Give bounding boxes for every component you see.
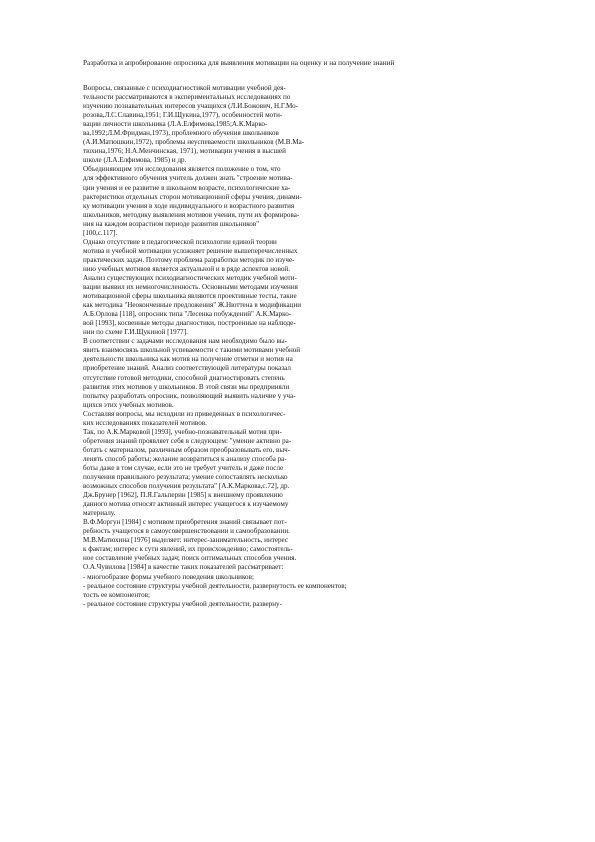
text-line: [100,с.117].: [83, 228, 118, 237]
text-line: деятельности школьника как мотив на получение отметки и мотив на: [83, 355, 293, 364]
text-line: Анализ существующих психодиагностических методик учебной моти-: [83, 273, 297, 282]
text-line: розова,Л.С.Славина,1951; Г.И.Щукина,1977), особенностей моти-: [83, 111, 283, 120]
text-line: - многообразие формы учебного поведения школьников;: [83, 572, 254, 581]
text-line: ленять способ работы; желание возвратиться к анализу способа ра-: [83, 454, 287, 463]
text-line: отсутствие готовой методики, способной диагностировать степень: [83, 373, 285, 382]
text-line: тость ее компонентов;: [83, 590, 151, 599]
text-line: развития этих мотивов у школьников. В этой связи мы предприняли: [83, 382, 290, 391]
text-line: как методика "Неоконченные предложения" Ж.Нюттена в модификации: [83, 301, 302, 310]
text-line: ребность учащегося в самоусовершенствовании и самообразовании.: [83, 527, 290, 536]
text-line: к фактам; интерес к сути явлений, их происхождению; самостоятель-: [83, 545, 293, 554]
text-line: А.Б.Орлова [118], опросник типа "Лесенка побуждений" А.К.Марко-: [83, 310, 292, 319]
text-line: практических задач. Поэтому проблема разработки методик по изуче-: [83, 255, 295, 264]
text-line: Дж.Брунер [1962], П.Я.Гальперин [1985] к внешнему проявлению: [83, 491, 283, 500]
text-line: Вопросы, связанные с психодиагностикой мотивации учебной дея-: [83, 84, 286, 92]
text-line: М.В.Матюхина [1976] выделяет: интерес-занимательность, интерес: [83, 536, 289, 545]
text-line: - реальное состояние структуры учебной деятельности, развернутость ее компонентов;: [83, 581, 347, 590]
text-line: тюхина,1976; Н.А.Менчинская, 1971), мотивации учения в высшей: [83, 147, 286, 156]
text-line: Однако отсутствие в педагогической психологии единой теории: [83, 237, 277, 246]
text-line: данного мотива относят активный интерес учащегося к изучаемому: [83, 500, 289, 509]
text-line: Так, по А.К.Марковой [1993], учебно-познавательный мотив при-: [83, 427, 282, 436]
text-line: ния на каждом возрастном периоде развития школьников": [83, 219, 260, 228]
text-line: приобретение знаний. Анализ соответствующей литературы показал: [83, 364, 291, 373]
text-line: ва,1992;Л.М.Фридман,1973), проблемного обучения школьников: [83, 129, 279, 138]
text-line: мотивационной сферы школьника являются проективные тесты, такие: [83, 292, 297, 301]
text-line: тельности рассматриваются в экспериментальных исследованиях по: [83, 93, 291, 102]
text-line: ное составление учебных задач; поиск оптимальных способов учения.: [83, 554, 297, 563]
text-line: материалу.: [83, 509, 116, 518]
text-line: В.Ф.Моргун [1984] с мотивом приобретения знаний связывает пот-: [83, 518, 287, 527]
text-line: Объединяющим эти исследования является положение о том, что: [83, 165, 281, 174]
text-line: нии по схеме Г.И.Щукиной [1977].: [83, 328, 188, 337]
text-line: вации личности школьника (Л.А.Елфимова,1985;А.К.Марко-: [83, 120, 268, 129]
text-line: нию учебных мотивов является актуальной и в ряде аспектов новой.: [83, 264, 290, 273]
text-line: обретения знаний проявляет себя в следующем: "умение активно ра-: [83, 436, 292, 445]
text-line: рактеристики отдельных сторон мотивационной сферы учения, динами-: [83, 192, 302, 201]
text-line: школьников, методику выявления мотивов учения, пути их формирова-: [83, 210, 300, 219]
text-line: боты даже в том случае, если это не требует учитель и даже после: [83, 463, 284, 472]
text-line: ких исследованиях показателей мотивов.: [83, 418, 207, 427]
text-line: получения правильного результата; умение сопоставлять несколько: [83, 473, 288, 482]
text-line: ботать с материалом, различным образом преобразовывать его, выч-: [83, 445, 291, 454]
text-line: О.А.Чувилова [1984] в качестве таких показателей рассматривает:: [83, 563, 284, 572]
text-line: явить взаимосвязь школьной успеваемости с такими мотивами учебной: [83, 346, 301, 355]
text-line: попытку разработать опросник, позволяющий выявить наличие у уча-: [83, 391, 296, 400]
text-line: ку мотивации учения в ходе индивидуального и возрастного развития: [83, 201, 295, 210]
document-title: Разработка и апробирование опросника для выявления мотивации на оценку и на получение знаний: [83, 58, 395, 67]
text-line: (А.И.Матюшкин,1972), проблемы неуспеваемости школьников (М.В.Ма-: [83, 138, 305, 147]
text-line: для эффективного обучения учитель должен знать "строение мотива-: [83, 174, 293, 183]
text-line: возможных способов получения результата" [А.К.Маркова,с.72], др.: [83, 482, 290, 491]
document-body: [83, 84, 503, 609]
text-line: ции учения и ее развитие в школьном возрасте, психологические ха-: [83, 183, 291, 192]
text-line: школе (Л.А.Елфимова, 1985) и др.: [83, 156, 187, 165]
text-line: щихся этих учебных мотивов.: [83, 400, 174, 409]
text-line: вой [1993], косвенные методы диагностики, построенные на наблюде-: [83, 319, 296, 328]
text-line: - реальное состояние структуры учебной деятельности, разверну-: [83, 599, 282, 608]
text-line: В соответствии с задачами исследования нам необходимо было вы-: [83, 337, 287, 346]
text-line: вации выявил их немногочисленность. Основными методами изучения: [83, 283, 298, 292]
text-line: изучению познавательных интересов учащихся (Л.И.Божович, Н.Г.Мо-: [83, 102, 299, 111]
text-line: Составляя вопросы, мы исходили из приведенных в психологичес-: [83, 409, 286, 418]
text-line: мотива и учебной мотивации усложняет решение вышеперечисленных: [83, 246, 298, 255]
